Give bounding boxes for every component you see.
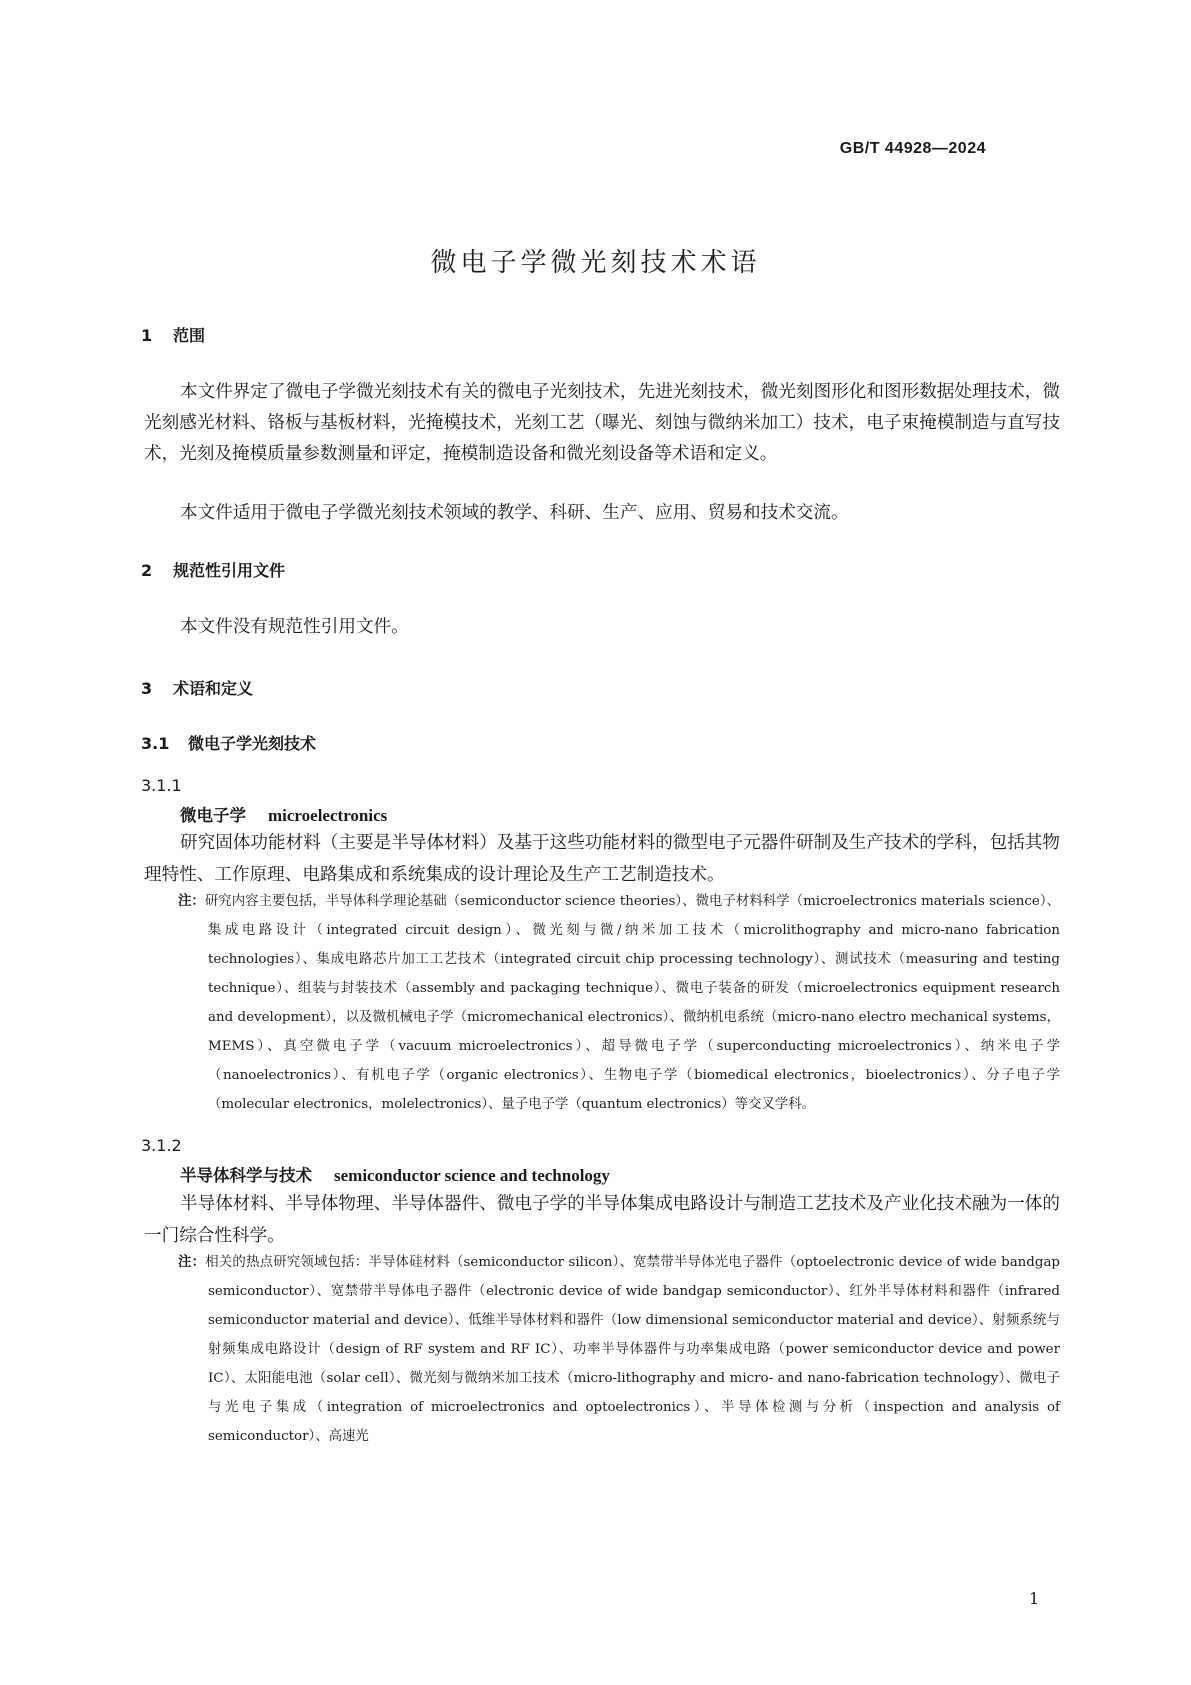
scope-paragraph-1: 本文件界定了微电子学微光刻技术有关的微电子光刻技术，先进光刻技术，微光刻图形化和图形数据处理技术，微光刻感光材料、铬板与基板材料，光掩模技术，光刻工艺（曝光、刻蚀与微纳米加工）技术，电子束掩模制造与直写技术，光刻及掩模质量参数测量和评定，掩模制造设备和微光刻设备等术语和定义。 [144, 382, 1060, 464]
term-definition: 半导体材料、半导体物理、半导体器件、微电子学的半导体集成电路设计与制造工艺技术及产业化技术融为一体的一门综合性科学。 [144, 1194, 1060, 1246]
term-heading [180, 802, 387, 826]
term-note [178, 1248, 1060, 1451]
section-number: 3 [141, 679, 153, 698]
section-2-heading [141, 558, 285, 581]
term-definition: 研究固体功能材料（主要是半导体材料）及基于这些功能材料的微型电子元器件研制及生产技术的学科，包括其物理特性、工作原理、电路集成和系统集成的设计理论及生产工艺制造技术。 [144, 833, 1060, 885]
section-number: 1 [141, 326, 153, 345]
term-note [178, 887, 1060, 1119]
term-english: semiconductor science and technology [334, 1166, 610, 1185]
section-3-1-heading [141, 731, 316, 754]
section-title: 微电子学光刻技术 [188, 734, 317, 753]
term-number: 3.1.1 [141, 776, 182, 795]
normative-references-paragraph: 本文件没有规范性引用文件。 [180, 617, 409, 637]
section-number: 3.1 [141, 734, 170, 753]
section-title: 术语和定义 [173, 679, 254, 698]
note-label: 注： [178, 1255, 206, 1270]
section-1-heading [141, 323, 205, 346]
section-3-heading [141, 676, 253, 699]
term-chinese: 半导体科学与技术 [180, 1166, 312, 1185]
note-text: 研究内容主要包括，半导体科学理论基础（semiconductor science theories）、微电子材料科学（microelectronics materials science）、集成电路设计（integrated circuit design）、微光刻与微/纳米加工技术（microlithography and micro-nano fabrication technologies）、集成电路芯片加工工艺技术（integrated circuit chip processing technology）、测试技术（measuring and testing technique）、组装与封装技术（assembly and packaging technique）、微电子装备的研发（microelectronics equipment research and development），以及微机械电子学（micromechanical electronics）、微纳机电系统（micro-nano electro mechanical systems，MEMS）、真空微电子学（vacuum microelectronics）、超导微电子学（superconducting microelectronics）、纳米电子学（nanoelectronics）、有机电子学（organic electronics）、生物电子学（biomedical electronics，bioelectronics）、分子电子学（molecular electronics，molelectronics）、量子电子学（quantum electronics）等交叉学科。 [204, 894, 1060, 1112]
document-title: 微电子学微光刻技术术语 [430, 248, 761, 278]
section-title: 规范性引用文件 [173, 561, 286, 580]
scope-paragraph-2: 本文件适用于微电子学微光刻技术领域的教学、科研、生产、应用、贸易和技术交流。 [180, 503, 849, 523]
term-heading [180, 1162, 610, 1186]
term-english: microelectronics [268, 806, 388, 825]
note-text: 相关的热点研究领域包括：半导体硅材料（semiconductor silicon）、宽禁带半导体光电子器件（optoelectronic device of wide bandgap semiconductor）、宽禁带半导体电子器件（electronic device of wide bandgap semiconductor）、红外半导体材料和器件（infrared semiconductor material and device）、低维半导体材料和器件（low dimensional semiconductor material and device）、射频系统与射频集成电路设计（design of RF system and RF IC）、功率半导体器件与功率集成电路（power semiconductor device and power IC）、太阳能电池（solar cell）、微光刻与微纳米加工技术（micro-lithography and micro- and nano-fabrication technology）、微电子与光电子集成（integration of microelectronics and optoelectronics）、半导体检测与分析（inspection and analysis of semiconductor）、高速光 [205, 1255, 1060, 1444]
standard-number: GB/T 44928—2024 [839, 140, 986, 157]
page-number: 1 [1029, 1589, 1040, 1608]
section-title: 范围 [173, 326, 206, 345]
term-chinese: 微电子学 [180, 806, 246, 825]
term-number: 3.1.2 [141, 1136, 182, 1155]
note-label: 注： [178, 894, 205, 909]
section-number: 2 [141, 561, 153, 580]
